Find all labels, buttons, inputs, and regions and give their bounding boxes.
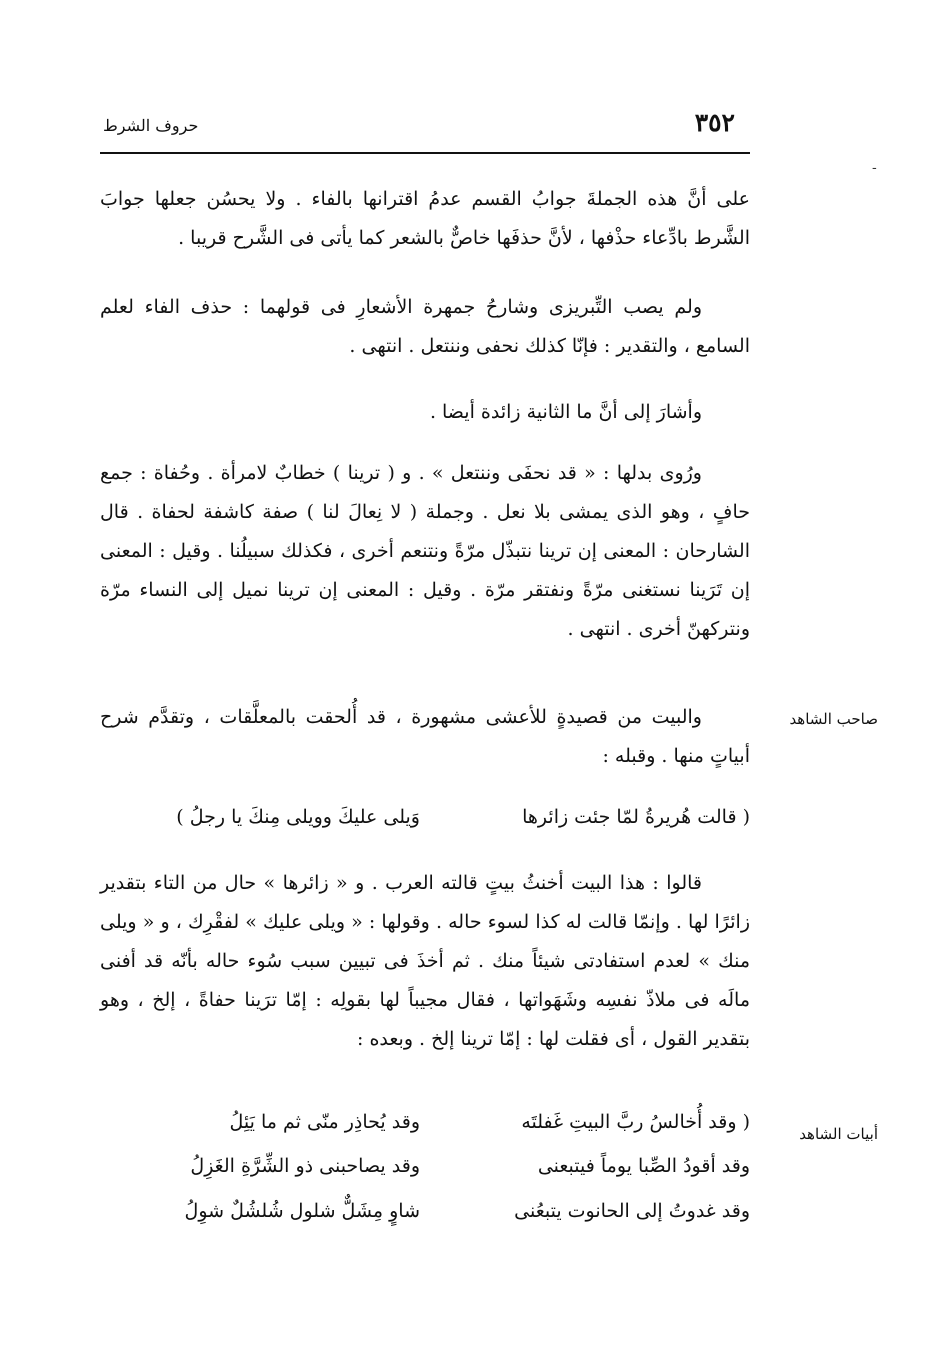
verse-row-3 [100, 1200, 750, 1240]
verse-first-hemistich: وقد أقودُ الصِّبا يوماً فيتبعنى [537, 1155, 750, 1177]
paragraph-1: على أنَّ هذه الجملةَ جوابُ القسم عدمُ اقترانها بالفاء . ولا يحسُن جعلها جوابَ الشَّرط بادِّعاء حذْفها ، لأنَّ حذفَها خاصٌّ بالشعر كما يأتى فى الشَّرح قريبا . [100, 188, 750, 249]
paragraph-3: وأشارَ إلى أنَّ ما الثانية زائدة أيضا . [429, 401, 702, 423]
paragraph-5: والبيت من قصيدةٍ للأعشى مشهورة ، قد أُلحقت بالمعلَّقات ، وتقدَّم شرح أبياتٍ منها . وقبله : [100, 706, 750, 767]
verse-row-1 [100, 1111, 750, 1151]
verse-second-hemistich: وقد يصاحبنى ذو الشِّرَّةِ الغَزِلُ [190, 1155, 420, 1177]
header-rule [100, 152, 750, 154]
verse-couplet [100, 806, 750, 846]
page-number: ٣٥٢ [694, 108, 735, 137]
verse-second-hemistich: وَيلى عليكَ وويلى مِنكَ يا رجلُ ) [176, 806, 420, 828]
running-title: حروف الشرط [103, 116, 199, 135]
verse-first-hemistich: وقد غدوتُ إلى الحانوت يتبعُنى [514, 1200, 750, 1222]
paragraph-4: ورُوى بدلها : « قد نحفَى وننتعل » . و ( ترينا ) خطابٌ لامرأة . وحُفاة : جمع حافٍ ، وهو الذى يمشى بلا نعل . وجملة ( لا نِعالَ لنا ) صفة كاشفة لحفاة . قال الشارحان : المعنى إن ترينا نتبذّل مرّةً ونتنعم أخرى ، فكذلك سبيلُنا . وقيل : المعنى إن تَرَينا نستغنى مرّةً ونفتقر مرّة . وقيل : المعنى إن ترينا نميل إلى النساء مرّة ونتركهنّ أخرى . انتهى . [100, 462, 750, 640]
side-note-witness-author: صاحب الشاهد [789, 710, 878, 728]
verse-second-hemistich: شاوٍ مِشَلٌّ شلول شُلشُلٌ شوِلُ [184, 1200, 420, 1222]
verse-second-hemistich: وقد يُحاذِر منّى ثم ما يَئِلُ [229, 1111, 420, 1133]
paragraph-2: ولم يصب التِّبريزى وشارحُ جمهرة الأشعارِ فى قولهما : حذف الفاء لعلم السامع ، والتقدير : فإنّا كذلك نحفى وننتعل . انتهى . [100, 296, 750, 357]
margin-mark: - [872, 160, 877, 176]
paragraph-6: قالوا : هذا البيت أخنثُ بيتٍ قالته العرب . و « زائرها » حال من التاء بتقدير زائرًا لها . وإنمّا قالت له كذا لسوء حاله . وقولها : « ويلى عليك » لفقْرِك ، و « ويلى منك » لعدم استفادتى شيئاً منك . ثم أخذَ فى تبيين سبب سُوء حاله بأنّه قد أفنى مالَه فى ملاذّ نفسِه وشَهَواتها ، فقال مجيباً لها بقولِه : إمّا ترَينا حفاةً ، إلخ ، وهو بتقدير القول ، أى فقلت لها : إمّا ترينا إلخ . وبعده : [100, 872, 750, 1050]
verse-row-2 [100, 1155, 750, 1195]
verse-first-hemistich: ( قالت هُريرةُ لمّا جئت زائرها [522, 806, 750, 828]
side-note-witness-verses: أبيات الشاهد [799, 1125, 878, 1143]
verse-first-hemistich: ( وقد أُخالسُ ربَّ البيتِ غَفلتَه [521, 1111, 750, 1133]
